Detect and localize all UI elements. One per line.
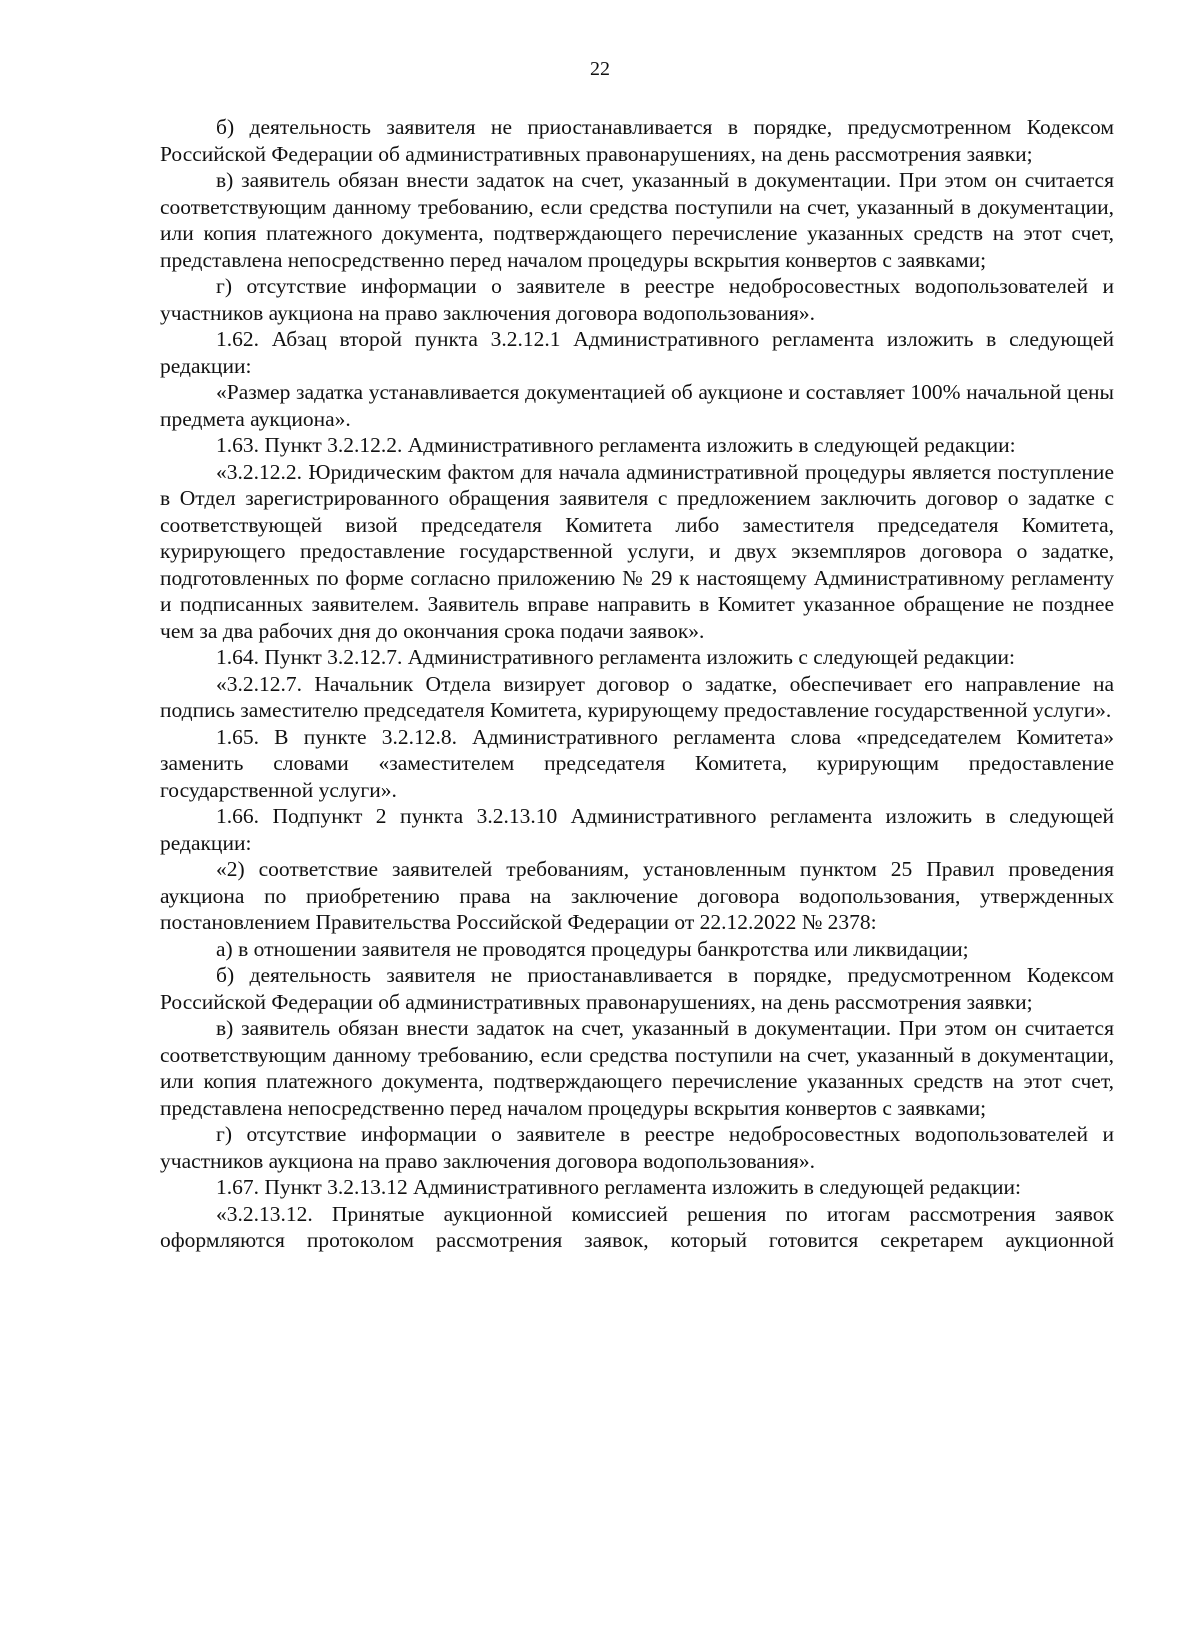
paragraph: а) в отношении заявителя не проводятся процедуры банкротства или ликвидации; bbox=[216, 936, 969, 961]
paragraph: 1.65. В пункте 3.2.12.8. Административного регламента слова «председателем Комитета» заменить словами «заместителем председателя Комитета, курирующим предоставление государственной услуги». bbox=[160, 724, 1114, 802]
paragraph: 1.62. Абзац второй пункта 3.2.12.1 Административного регламента изложить в следующей редакции: bbox=[160, 327, 1114, 378]
paragraph: «2) соответствие заявителей требованиям, установленным пунктом 25 Правил проведения аукциона по приобретению права на заключение договора водопользования, утвержденных постановлением Правительства Российской Федерации от 22.12.2022 № 2378: bbox=[160, 857, 1114, 934]
paragraph: «3.2.12.7. Начальник Отдела визирует договор о задатке, обеспечивает его направление на подпись заместителю председателя Комитета, курирующему предоставление государственной услуги». bbox=[160, 671, 1114, 722]
page-number: 22 bbox=[590, 58, 610, 80]
paragraph: в) заявитель обязан внести задаток на счет, указанный в документации. При этом он считается соответствующим данному требованию, если средства поступили на счет, указанный в документации, или копия платежного документа, подтверждающего перечисление указанных средств на этот счет, представлена непосредственно перед началом процедуры вскрытия конвертов с заявками; bbox=[160, 1016, 1114, 1120]
paragraph: 1.64. Пункт 3.2.12.7. Административного регламента изложить с следующей редакции: bbox=[216, 645, 1015, 669]
paragraph: в) заявитель обязан внести задаток на счет, указанный в документации. При этом он считается соответствующим данному требованию, если средства поступили на счет, указанный в документации, или копия платежного документа, подтверждающего перечисление указанных средств на этот счет, представлена непосредственно перед началом процедуры вскрытия конвертов с заявками; bbox=[160, 168, 1114, 272]
paragraph: «3.2.13.12. Принятые аукционной комиссией решения по итогам рассмотрения заявок оформляются протоколом рассмотрения заявок, который готовится секретарем аукционной bbox=[160, 1201, 1114, 1252]
document-body bbox=[160, 114, 1114, 1254]
paragraph: «3.2.12.2. Юридическим фактом для начала административной процедуры является поступление в Отдел зарегистрированного обращения заявителя с предложением заключить договор о задатке с соответствующей визой председателя Комитета либо заместителя председателя Комитета, курирующего предоставление государственной услуги, и двух экземпляров договора о задатке, подготовленных по форме согласно приложению № 29 к настоящему Административному регламенту и подписанных заявителем. Заявитель вправе направить в Комитет указанное обращение не позднее чем за два рабочих дня до окончания срока подачи заявок». bbox=[160, 459, 1114, 643]
paragraph: б) деятельность заявителя не приостанавливается в порядке, предусмотренном Кодексом Российской Федерации об административных правонарушениях, на день рассмотрения заявки; bbox=[160, 963, 1114, 1014]
paragraph: «Размер задатка устанавливается документацией об аукционе и составляет 100% начальной цены предмета аукциона». bbox=[160, 380, 1114, 431]
paragraph: 1.66. Подпункт 2 пункта 3.2.13.10 Административного регламента изложить в следующей редакции: bbox=[160, 804, 1114, 855]
paragraph: 1.63. Пункт 3.2.12.2. Административного регламента изложить в следующей редакции: bbox=[216, 433, 1016, 457]
paragraph: б) деятельность заявителя не приостанавливается в порядке, предусмотренном Кодексом Российской Федерации об административных правонарушениях, на день рассмотрения заявки; bbox=[160, 115, 1114, 166]
paragraph: 1.67. Пункт 3.2.13.12 Административного регламента изложить в следующей редакции: bbox=[216, 1175, 1021, 1199]
paragraph: г) отсутствие информации о заявителе в реестре недобросовестных водопользователей и участников аукциона на право заключения договора водопользования». bbox=[160, 274, 1114, 325]
paragraph: г) отсутствие информации о заявителе в реестре недобросовестных водопользователей и участников аукциона на право заключения договора водопользования». bbox=[160, 1122, 1114, 1173]
